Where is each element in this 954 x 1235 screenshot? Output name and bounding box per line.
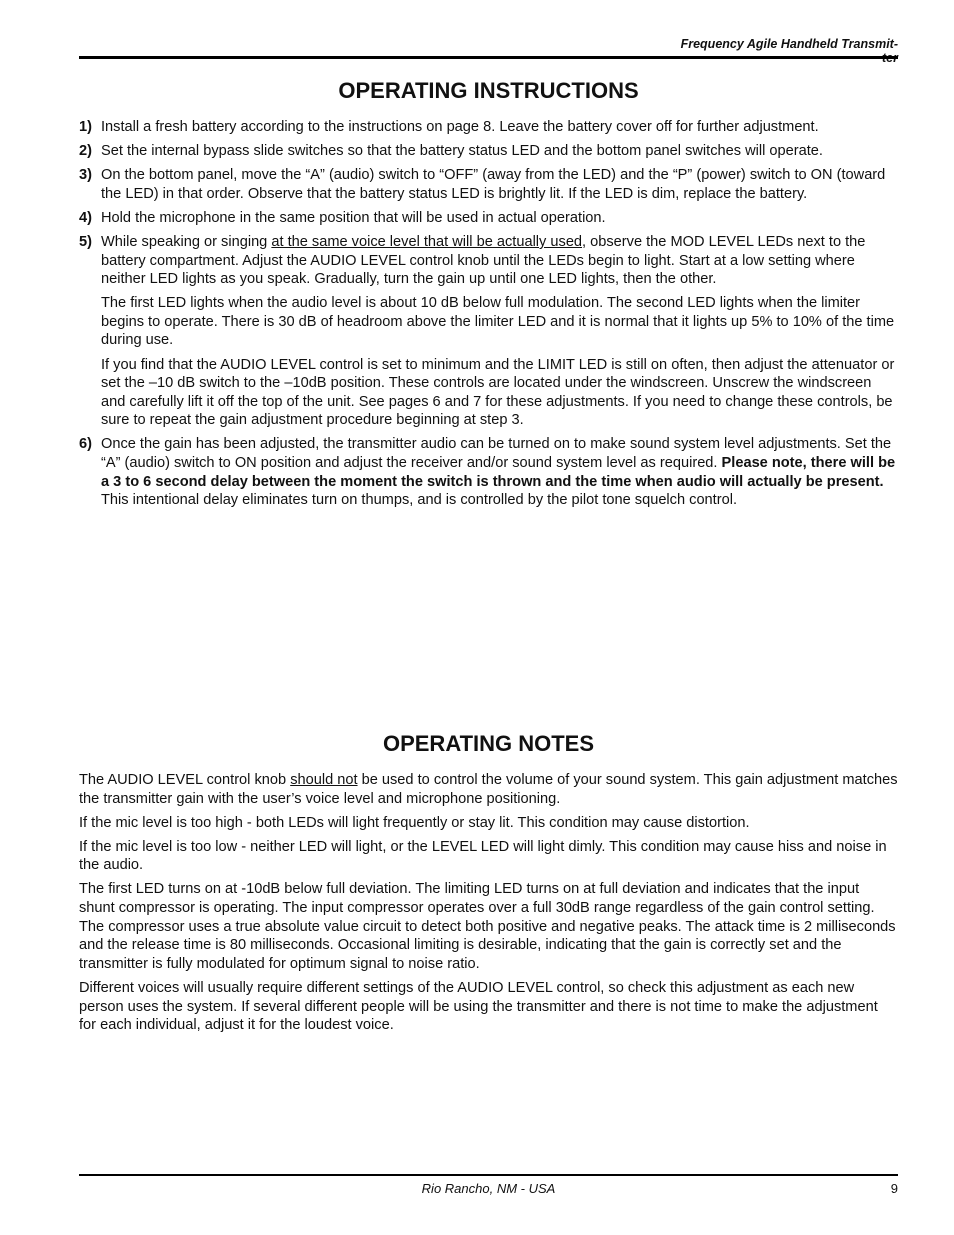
bold-warning-text: Please note, there will be a 3 to 6 second delay between the moment the switch is thrown and the time when audio will actually be present. [101, 455, 896, 490]
running-header-line-1: Frequency Agile Handheld Transmit- [680, 37, 898, 51]
item-text: Hold the microphone in the same position that will be used in actual operation. [101, 209, 606, 226]
notes-paragraph [79, 771, 898, 808]
operating-notes-title: OPERATING NOTES [382, 731, 595, 756]
instruction-item [79, 166, 898, 203]
item-number: 6) [79, 436, 92, 453]
notes-body [79, 771, 898, 1040]
item-text [101, 233, 898, 289]
instruction-item [79, 435, 898, 509]
header-rule [79, 56, 898, 59]
notes-paragraph: The first LED turns on at -10dB below full deviation. The limiting LED turns on at full deviation and indicates that the input shunt compressor is operating. The input compressor operates over a full 30dB range regardless of the gain control setting. The compressor uses a true absolute value circuit to detect both positive and negative peaks. The attack time is 2 milliseconds and the release time is 80 milliseconds. Occasional limiting is desirable, indicating that the gain is correctly set and the transmitter is fully modulated for optimum signal to noise ratio. [79, 881, 896, 972]
item-number: 3) [79, 167, 92, 184]
underlined-text: should not [290, 772, 358, 788]
instruction-item [79, 118, 898, 137]
item-text: If you find that the AUDIO LEVEL control is set to minimum and the LIMIT LED is still on often, then adjust the attenuator or set the –10 dB switch to the –10dB position. These controls are located under the windscreen. Unscrew the windscreen and carefully lift it off the top of the unit. See pages 6 and 7 for these adjustments. If you need to change these controls, be sure to repeat the gain adjustment procedure beginning at step 3. [101, 356, 895, 429]
item-text: The first LED lights when the audio level is about 10 dB below full modulation. The second LED lights when the limiter begins to operate. There is 30 dB of headroom above the limiter LED and it is normal that it lights up 5% to 10% of the time during use. [101, 295, 895, 349]
text-run: be used to control the volume of your sound system. This gain adjustment matches the transmitter gain with the user’s voice level and microphone positioning. [79, 772, 898, 807]
text-run: This intentional delay eliminates turn on thumps, and is controlled by the pilot tone squelch control. [101, 492, 738, 509]
notes-paragraph: If the mic level is too low - neither LED will light, or the LEVEL LED will light dimly. This condition may cause hiss and noise in the audio. [79, 838, 887, 874]
item-number: 4) [79, 209, 92, 226]
instruction-item [79, 209, 898, 228]
text-run: Once the gain has been adjusted, the transmitter audio can be turned on to make sound system level adjustments. Set the “A” (audio) switch to ON position and adjust the receiver and/or sound system level as required. [101, 436, 892, 471]
text-run: , observe the MOD LEVEL LEDs next to the battery compartment. Adjust the AUDIO LEVEL control knob until the LEDs begin to light. Start at a low setting where neither LED lights as you speak. Gradually, turn the gain up until one LED lights, then the other. [101, 233, 866, 288]
text-run: While speaking or singing [101, 233, 272, 250]
text-run: The AUDIO LEVEL control knob [79, 772, 291, 788]
item-text [101, 435, 898, 509]
instruction-item [79, 142, 898, 161]
item-text: Install a fresh battery according to the instructions on page 8. Leave the battery cover off for further adjustment. [101, 119, 819, 135]
notes-paragraph: Different voices will usually require different settings of the AUDIO LEVEL control, so check this adjustment as each new person uses the system. If several different people will be using the transmitter and there is not time to make the adjustment for each individual, adjust it for the loudest voice. [79, 979, 878, 1034]
page-number: 9 [890, 1181, 898, 1196]
item-number: 2) [79, 143, 92, 160]
instruction-item [79, 233, 898, 430]
instructions-list [79, 118, 898, 515]
item-text: On the bottom panel, move the “A” (audio) switch to “OFF” (away from the LED) and the “P” (power) switch to ON (toward the LED) in that order. Observe that the battery status LED is brightly lit. If the LED is dim, replace the battery. [101, 167, 886, 202]
item-number: 1) [79, 119, 92, 135]
operating-instructions-title: OPERATING INSTRUCTIONS [338, 78, 639, 103]
item-number: 5) [79, 233, 92, 250]
item-text: Set the internal bypass slide switches so that the battery status LED and the bottom panel switches will operate. [101, 143, 823, 160]
running-header [598, 37, 898, 65]
notes-paragraph: If the mic level is too high - both LEDs will light frequently or stay lit. This condition may cause distortion. [79, 814, 750, 831]
underlined-text: at the same voice level that will be actually used [271, 233, 583, 250]
footer-location: Rio Rancho, NM - USA [421, 1181, 556, 1196]
footer-rule [79, 1174, 898, 1176]
